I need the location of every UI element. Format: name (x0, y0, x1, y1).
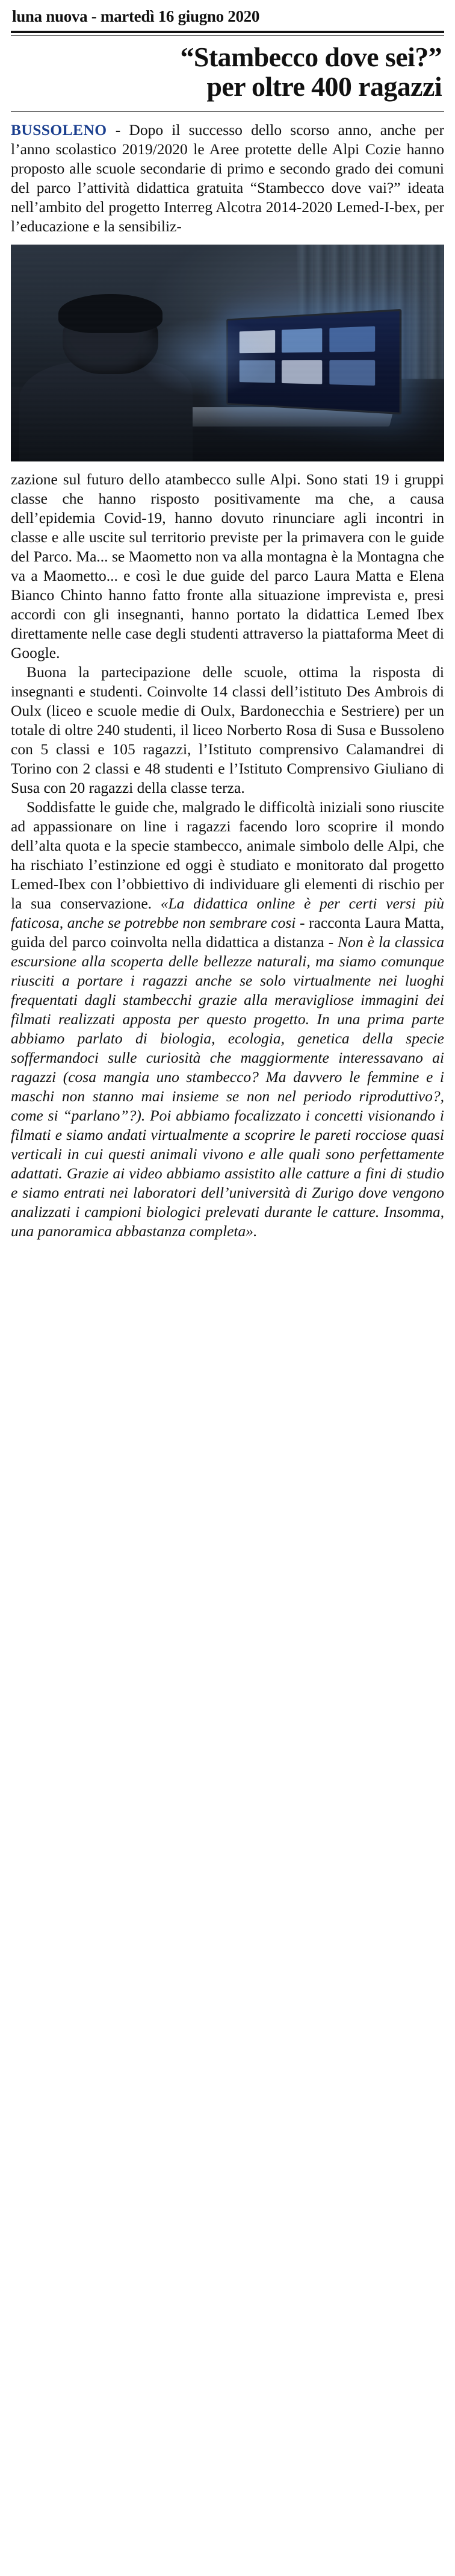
article-body (11, 120, 444, 1241)
laptop-screen-content (228, 311, 400, 412)
article-paragraph-4-text: Soddisfatte le guide che, malgrado le difficoltà iniziali sono riuscite ad appassionare on line i ragazzi facendo loro scoprire il mondo dell’alta quota e la specie stambecco, animale simbolo delle Alpi, che ha rischiato l’estinzione ed oggi è studiato e monitorato dal progetto Lemed-Ibex con l’obbiettivo di individuare gli elementi di rischio per la sua conservazione. (11, 798, 444, 912)
article-quote-1: «La didattica online è per certi versi più faticosa, anche se potrebbe non sembrare cosi - (11, 894, 444, 931)
article-quote-2: - Non è la classica escursione alla scoperta delle bellezze naturali, ma siamo comunque riusciti a portare i ragazzi anche se solo virtualmente nei luoghi frequentati dagli stambecchi grazie alla meravigliose immagini dei filmati realizzati apposta per questo progetto. In una prima parte abbiamo parlato di biologia, ecologia, genetica della specie soffermandoci sulle curiosità che maggiormente interessavano ai ragazzi (cosa mangia uno stambecco? Ma davvero le femmine e i maschi non stanno mai insieme se non nel periodo riproduttivo?, come si “parlano”?). Poi abbiamo focalizzato i concetti visionando i filmati e siamo andati virtualmente a scoprire le pareti rocciose quasi verticali in cui questi animali vivono e alle quali sono perfettamente adattati. Grazie ai video abbiamo assistito alle catture a fini di studio e siamo entrati nei laboratori dell’università di Zurigo dove vengono analizzati i campioni biologici prelevati durante le catture. Insomma, una panoramica abbastanza completa». (11, 933, 444, 1240)
article-kicker: BUSSOLENO (11, 120, 107, 139)
video-tile (330, 326, 376, 352)
article-paragraph-2: zazione sul futuro dello atambecco sulle Alpi. Sono stati 19 i gruppi classe che hanno risposto positivamente ma che, a causa dell’epidemia Covid-19, hanno dovuto rinunciare agli incontri in classe e alle uscite sul territorio previste per la primavera con le guide del Parco. Ma... se Maometto non va alla montagna è la Montagna che va a Maometto... e così le due guide del parco Laura Matta e Elena Bianco Chinto hanno fatto fronte alla situazione imprevista e, presi accordi con gli insegnanti, hanno portato la didattica Lemed Ibex direttamente nelle case degli studenti attraverso la piattaforma Meet di Google. (11, 470, 444, 661)
student-hair (58, 294, 162, 333)
student-at-laptop-photo (11, 245, 444, 461)
masthead-date: luna nuova - martedì 16 giugno 2020 (12, 7, 260, 25)
laptop-screen (227, 309, 402, 415)
headline-rule (11, 111, 444, 112)
article-quote-attribution: racconta Laura Matta, guida del parco coinvolta nella didattica a distanza (11, 913, 444, 951)
headline-line-2: per oltre 400 ragazzi (206, 70, 442, 102)
video-tile (240, 360, 276, 383)
masthead-rule-thick (11, 31, 444, 33)
video-tile (240, 330, 276, 354)
video-tile (330, 360, 376, 386)
article-paragraph-1 (11, 120, 444, 236)
article-paragraph-1-text: - Dopo il successo dello scorso anno, anche per l’anno scolastico 2019/2020 le Aree protette delle Alpi Cozie hanno proposto alle scuole secondarie di primo e secondo grado dei comuni del parco l’attività didattica gratuita “Stambecco dove vai?” ideata nell’ambito del progetto Interreg Alcotra 2014-2020 Lemed-I-bex, per l’educazione e la sensibiliz- (11, 120, 444, 235)
article-paragraph-3: Buona la partecipazione delle scuole, ottima la risposta di insegnanti e studenti. Coinvolte 14 classi dell’istituto Des Ambrois di Oulx (liceo e scuole medie di Oulx, Bardonecchia e Sestriere) per un totale di oltre 240 studenti, il liceo Norberto Rosa di Susa e Bussoleno con 5 classi e 105 ragazzi, l’Istituto comprensivo Calamandrei di Torino con 2 classi e 48 studenti e l’Istituto Comprensivo Giuliano di Susa con 20 ragazzi della classe terza. (11, 663, 444, 796)
masthead-rule-thin (11, 35, 444, 36)
video-tile (282, 328, 323, 353)
article-paragraph-4 (11, 798, 444, 1241)
student-body (19, 361, 193, 461)
video-tile (282, 360, 323, 384)
headline-line-1: “Stambecco dove sei?” (180, 42, 442, 72)
page-title (11, 42, 444, 108)
